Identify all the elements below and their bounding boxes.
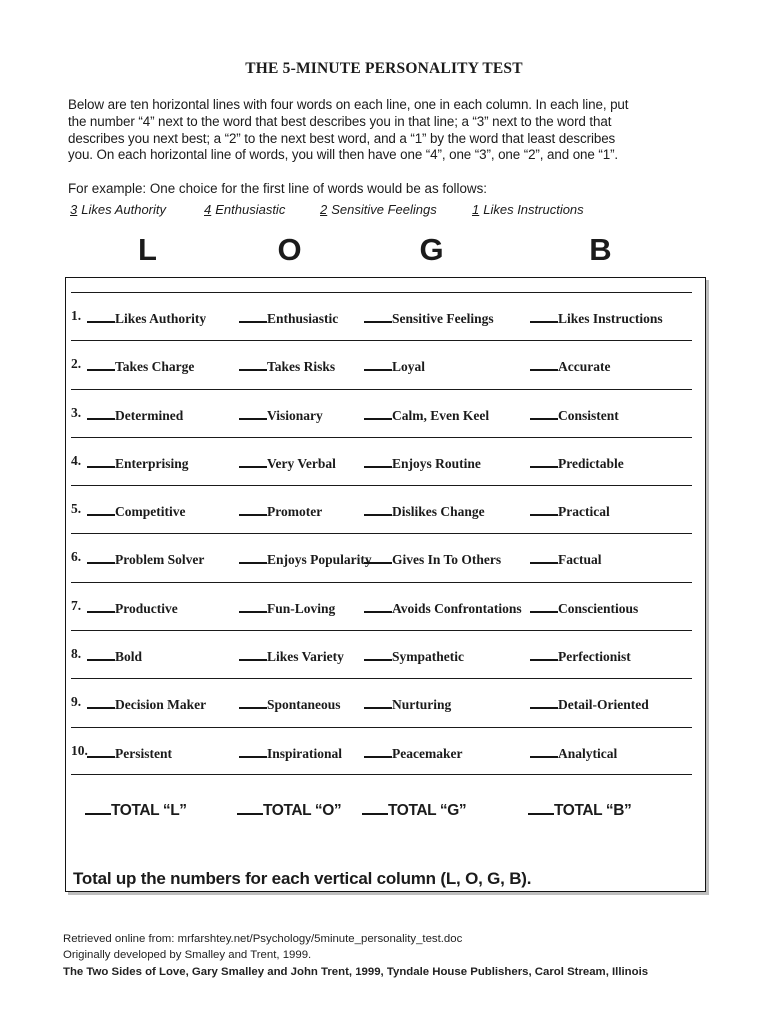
row-cell	[239, 694, 341, 714]
row-cell	[87, 598, 178, 618]
totals-row	[71, 799, 692, 829]
table-row	[71, 389, 692, 437]
footer	[63, 931, 723, 980]
answer-blank	[87, 356, 115, 371]
example-word: Sensitive Feelings	[331, 202, 437, 217]
row-word: Persistent	[115, 745, 172, 761]
row-cell	[530, 743, 617, 763]
answer-blank	[87, 694, 115, 709]
footer-credit-line: Originally developed by Smalley and Trent, 1999.	[63, 949, 312, 962]
total-instruction: Total up the numbers for each vertical column (L, O, G, B).	[73, 869, 532, 888]
row-cell	[364, 646, 464, 666]
intro-line: describes you next best; a “2” to the next best word, and a “1” by the word that least describes	[68, 130, 616, 146]
answer-blank	[364, 646, 392, 661]
row-cell	[239, 646, 344, 666]
row-word: Nurturing	[392, 697, 452, 713]
row-word: Promoter	[267, 504, 323, 520]
row-word: Dislikes Change	[392, 504, 485, 520]
total-blank	[237, 799, 263, 815]
row-cell	[530, 549, 602, 569]
row-word: Enterprising	[115, 455, 189, 471]
row-word: Determined	[115, 407, 184, 423]
total-blank	[85, 799, 111, 815]
row-cell	[239, 501, 322, 521]
row-cell	[87, 743, 172, 763]
total-blank	[528, 799, 554, 815]
row-word: Very Verbal	[267, 455, 336, 471]
row-cell	[239, 356, 335, 376]
row-cell	[364, 453, 481, 473]
row-word: Spontaneous	[267, 697, 341, 713]
answer-blank	[87, 308, 115, 323]
intro-line: you. On each horizontal line of words, you will then have one “4”, one “3”, one “2”, and one “1”.	[68, 147, 619, 163]
row-cell	[239, 453, 336, 473]
table-row	[71, 533, 692, 581]
row-number: 6.	[71, 549, 82, 565]
row-cell	[87, 405, 183, 425]
table-row	[71, 582, 692, 630]
row-cell	[364, 308, 494, 328]
intro-line: Below are ten horizontal lines with four words on each line, one in each column. In each line, put	[68, 97, 629, 112]
row-cell	[364, 501, 485, 521]
row-word: Sensitive Feelings	[392, 311, 494, 326]
row-word: Decision Maker	[115, 697, 207, 713]
row-cell	[239, 405, 323, 425]
answer-blank	[364, 694, 392, 709]
table-row	[71, 292, 692, 340]
row-cell	[364, 598, 522, 618]
row-cell	[364, 743, 462, 763]
row-cell	[530, 405, 619, 425]
row-cell	[364, 356, 425, 376]
answer-blank	[530, 694, 558, 709]
row-cell	[530, 646, 631, 666]
row-cell	[87, 694, 206, 714]
row-word: Accurate	[558, 359, 611, 375]
answer-blank	[530, 743, 558, 758]
column-headers	[0, 233, 768, 273]
page-title: THE 5-MINUTE PERSONALITY TEST	[245, 60, 523, 77]
row-word: Problem Solver	[115, 552, 205, 568]
row-number: 9.	[71, 694, 82, 710]
footer-citation-line: The Two Sides of Love, Gary Smalley and John Trent, 1999, Tyndale House Publishers, Carol Stream, Illinois	[63, 965, 649, 978]
example-item	[320, 202, 437, 217]
example-item	[70, 202, 166, 217]
row-cell	[87, 453, 189, 473]
row-number: 7.	[71, 597, 82, 613]
row-cell	[364, 405, 489, 425]
row-word: Predictable	[558, 455, 624, 471]
answer-blank	[364, 308, 392, 323]
answer-blank	[364, 549, 392, 564]
row-word: Fun-Loving	[267, 600, 336, 616]
row-word: Gives In To Others	[392, 552, 502, 568]
answer-blank	[530, 356, 558, 371]
row-cell	[530, 694, 649, 714]
row-word: Takes Risks	[267, 359, 336, 375]
row-cell	[530, 308, 663, 328]
row-word: Likes Authority	[115, 311, 207, 326]
table-row	[71, 727, 692, 775]
answer-blank	[239, 694, 267, 709]
answer-blank	[364, 598, 392, 613]
answer-blank	[239, 549, 267, 564]
answer-blank	[87, 598, 115, 613]
example-word: Likes Authority	[81, 202, 167, 217]
total-label: TOTAL “B”	[554, 802, 632, 819]
intro-paragraph	[68, 97, 716, 164]
answer-blank	[364, 405, 392, 420]
row-word: Practical	[558, 504, 610, 520]
row-word: Consistent	[558, 407, 619, 423]
answer-blank	[530, 501, 558, 516]
answer-blank	[239, 646, 267, 661]
row-word: Sympathetic	[392, 649, 464, 665]
row-word: Peacemaker	[392, 745, 463, 761]
row-word: Enthusiastic	[267, 311, 339, 326]
total-blank	[362, 799, 388, 815]
row-number: 1.	[71, 308, 82, 323]
row-word: Enjoys Popularity	[267, 552, 372, 568]
answer-blank	[87, 453, 115, 468]
example-row	[68, 202, 716, 222]
row-word: Likes Instructions	[558, 311, 663, 326]
answer-blank	[87, 743, 115, 758]
row-cell	[239, 743, 342, 763]
answer-blank	[87, 405, 115, 420]
answer-blank	[530, 549, 558, 564]
row-cell	[239, 549, 372, 569]
row-cell	[87, 646, 142, 666]
row-cell	[87, 356, 194, 376]
total-item	[362, 799, 466, 820]
answer-blank	[239, 308, 267, 323]
row-cell	[87, 308, 206, 328]
row-cell	[530, 598, 638, 618]
row-cell	[239, 598, 335, 618]
row-number: 4.	[71, 452, 82, 468]
example-item	[204, 202, 285, 217]
row-word: Perfectionist	[558, 649, 631, 665]
table-row	[71, 340, 692, 388]
row-cell	[530, 356, 610, 376]
example-label: For example: One choice for the first line of words would be as follows:	[68, 181, 488, 196]
example-word: Likes Instructions	[483, 202, 584, 217]
column-letter: G	[419, 232, 443, 267]
row-cell	[364, 694, 451, 714]
row-word: Conscientious	[558, 600, 639, 616]
row-word: Factual	[558, 552, 602, 568]
row-number: 8.	[71, 646, 82, 662]
intro-line: the number “4” next to the word that best describes you in that line; a “3” next to the word that	[68, 113, 612, 129]
row-number: 3.	[71, 404, 82, 420]
row-word: Productive	[115, 600, 178, 616]
example-choice-number: 3	[70, 202, 78, 217]
answer-blank	[239, 743, 267, 758]
row-cell	[239, 308, 338, 328]
footer-source-line: Retrieved online from: mrfarshtey.net/Psychology/5minute_personality_test.doc	[63, 933, 463, 945]
example-word: Enthusiastic	[215, 202, 286, 217]
row-number: 5.	[71, 501, 82, 517]
answer-blank	[239, 405, 267, 420]
answer-blank	[364, 356, 392, 371]
total-item	[528, 799, 631, 820]
answer-blank	[530, 308, 558, 323]
table-row	[71, 437, 692, 485]
row-word: Avoids Confrontations	[392, 600, 522, 616]
answer-blank	[530, 598, 558, 613]
answer-blank	[239, 598, 267, 613]
answer-blank	[364, 501, 392, 516]
example-choice-number: 1	[472, 202, 480, 217]
answer-blank	[364, 743, 392, 758]
table-row	[71, 630, 692, 678]
answer-blank	[239, 453, 267, 468]
row-number: 2.	[71, 356, 82, 372]
total-label: TOTAL “L”	[111, 802, 187, 819]
column-letter: B	[589, 232, 611, 267]
answer-blank	[87, 549, 115, 564]
total-label: TOTAL “G”	[388, 802, 467, 819]
row-number: 10.	[71, 742, 88, 758]
total-label: TOTAL “O”	[263, 802, 342, 819]
total-item	[237, 799, 341, 820]
row-cell	[530, 453, 624, 473]
column-letter: L	[138, 232, 156, 267]
answer-blank	[364, 453, 392, 468]
example-choice-number: 2	[320, 202, 328, 217]
row-word: Likes Variety	[267, 649, 344, 665]
row-word: Inspirational	[267, 745, 343, 761]
total-item	[85, 799, 187, 820]
row-word: Detail-Oriented	[558, 697, 649, 713]
row-cell	[364, 549, 501, 569]
answer-blank	[530, 405, 558, 420]
row-cell	[87, 501, 185, 521]
row-word: Takes Charge	[115, 359, 195, 375]
answer-blank	[87, 501, 115, 516]
row-word: Bold	[115, 649, 143, 665]
test-box	[65, 277, 706, 892]
answer-blank	[530, 646, 558, 661]
row-cell	[530, 501, 610, 521]
row-word: Calm, Even Keel	[392, 407, 490, 423]
row-word: Enjoys Routine	[392, 455, 481, 471]
column-letter: O	[277, 232, 301, 267]
table-row	[71, 678, 692, 726]
row-word: Analytical	[558, 745, 618, 761]
answer-blank	[239, 501, 267, 516]
row-word: Loyal	[392, 359, 426, 375]
row-word: Visionary	[267, 407, 323, 423]
answer-blank	[87, 646, 115, 661]
answer-blank	[239, 356, 267, 371]
answer-blank	[530, 453, 558, 468]
table-row	[71, 485, 692, 533]
row-word: Competitive	[115, 504, 186, 520]
example-item	[472, 202, 584, 217]
example-choice-number: 4	[204, 202, 212, 217]
test-rows	[71, 292, 692, 775]
row-cell	[87, 549, 204, 569]
